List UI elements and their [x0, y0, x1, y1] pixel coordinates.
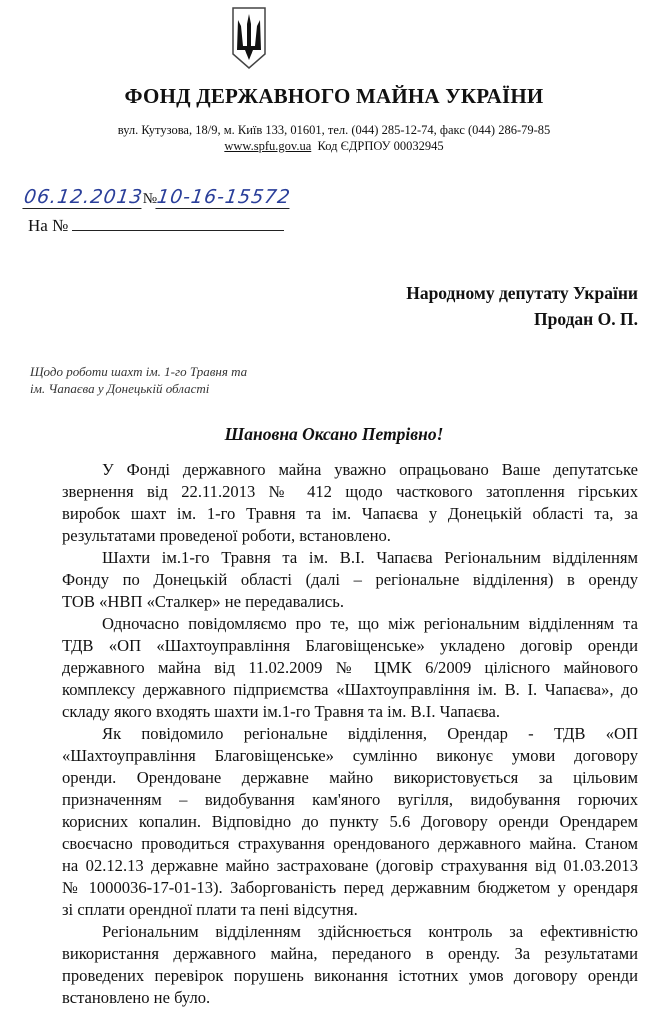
edrpou-code: Код ЄДРПОУ 00032945 [317, 139, 444, 153]
addressee-title: Народному депутату України [406, 283, 638, 303]
coat-of-arms-icon [231, 6, 267, 70]
paragraph-line: призначенням – видобування кам'яного вугілля, видобування горючих [62, 790, 638, 809]
paragraph [62, 613, 638, 723]
subject-line: ім. Чапаєва у Донецькій області [30, 381, 210, 396]
subject [30, 363, 247, 397]
paragraph-line: Шахти ім.1-го Травня та ім. В.І. Чапаєва Регіональним відділенням [102, 548, 638, 567]
paragraph-line: корисних копалин. Відповідно до пункту 5.6 Договору оренди Орендарем [62, 812, 638, 831]
paragraph [62, 723, 638, 921]
addressee [406, 280, 638, 332]
letter-body [62, 459, 638, 1009]
website-link[interactable]: www.spfu.gov.ua [224, 139, 312, 153]
paragraph-line: своєчасно проводиться страхування орендованого державного майна. Станом [62, 834, 638, 853]
paragraph-line: на 02.12.13 державне майно застраховане (договір страхування від 01.03.2013 [62, 856, 638, 875]
paragraph-line: державного майна від 11.02.2009 № ЦМК 6/2009 цілісного майнового [62, 658, 638, 677]
paragraph-line: «Шахтоуправління Благовіщенське» сумлінно виконує умови договору [62, 746, 638, 765]
handwritten-number: 10-16-15572 [155, 186, 293, 208]
subject-line: Щодо роботи шахт ім. 1-го Травня та [30, 364, 248, 379]
paragraph-line: проведених перевірок порушень виконання істотних умов договору оренди [62, 966, 638, 985]
greeting: Шановна Оксано Петрівно! [224, 424, 444, 444]
paragraph-line: У Фонді державного майна уважно опрацьовано Ваше депутатське [102, 460, 638, 479]
paragraph-line: Одночасно повідомляємо про те, що між регіональним відділенням та [102, 614, 638, 633]
paragraph-line: комплексу державного підприємства «Шахтоуправління ім. В. І. Чапаєва», до [62, 680, 638, 699]
paragraph [62, 459, 638, 547]
paragraph [62, 921, 638, 1009]
handwritten-date: 06.12.2013 [22, 186, 145, 208]
paragraph-line: виробок шахт ім. 1-го Травня та ім. Чапаєва у Донецькій області та, за [62, 504, 638, 523]
paragraph-line: Регіональним відділенням здійснюється контроль за ефективністю [102, 922, 638, 941]
in-reply-label: На № [28, 216, 69, 235]
in-reply-field [28, 216, 284, 236]
paragraph-line: № 1000036-17-01-13). Заборгованість перед державним бюджетом у орендаря [62, 878, 638, 897]
outgoing-registration [24, 186, 291, 209]
paragraph-line: складу якого входять шахти ім.1-го Травня та ім. В.І. Чапаєва. [62, 702, 501, 721]
address-line: вул. Кутузова, 18/9, м. Київ 133, 01601, тел. (044) 285-12-74, факс (044) 286-79-85 [117, 123, 551, 137]
paragraph-line: результатами проведеної роботи, встановлено. [62, 526, 391, 545]
paragraph-line: Фонду по Донецькій області (далі – регіональне відділення) в оренду [62, 570, 638, 589]
paragraph-line: оренди. Орендоване державне майно використовується за цільовим [62, 768, 638, 787]
paragraph-line: зі сплати орендної плати та пені відсутня. [62, 900, 358, 919]
paragraph-line: встановлено не було. [62, 988, 211, 1007]
in-reply-blank [72, 216, 284, 231]
letterhead-contacts [0, 122, 668, 154]
paragraph-line: використання державного майна, переданого в оренду. За результатами [62, 944, 638, 963]
paragraph-line: Як повідомило регіональне відділення, Орендар - ТДВ «ОП [102, 724, 638, 743]
paragraph-line: звернення від 22.11.2013 № 412 щодо часткового затоплення гірських [62, 482, 638, 501]
addressee-name: Продан О. П. [533, 309, 638, 329]
paragraph [62, 547, 638, 613]
number-sign: № [142, 191, 158, 207]
paragraph-line: ТДВ «ОП «Шахтоуправління Благовіщенське» укладено договір оренди [62, 636, 638, 655]
organization-name: ФОНД ДЕРЖАВНОГО МАЙНА УКРАЇНИ [124, 84, 544, 108]
paragraph-line: ТОВ «НВП «Сталкер» не передавались. [62, 592, 345, 611]
